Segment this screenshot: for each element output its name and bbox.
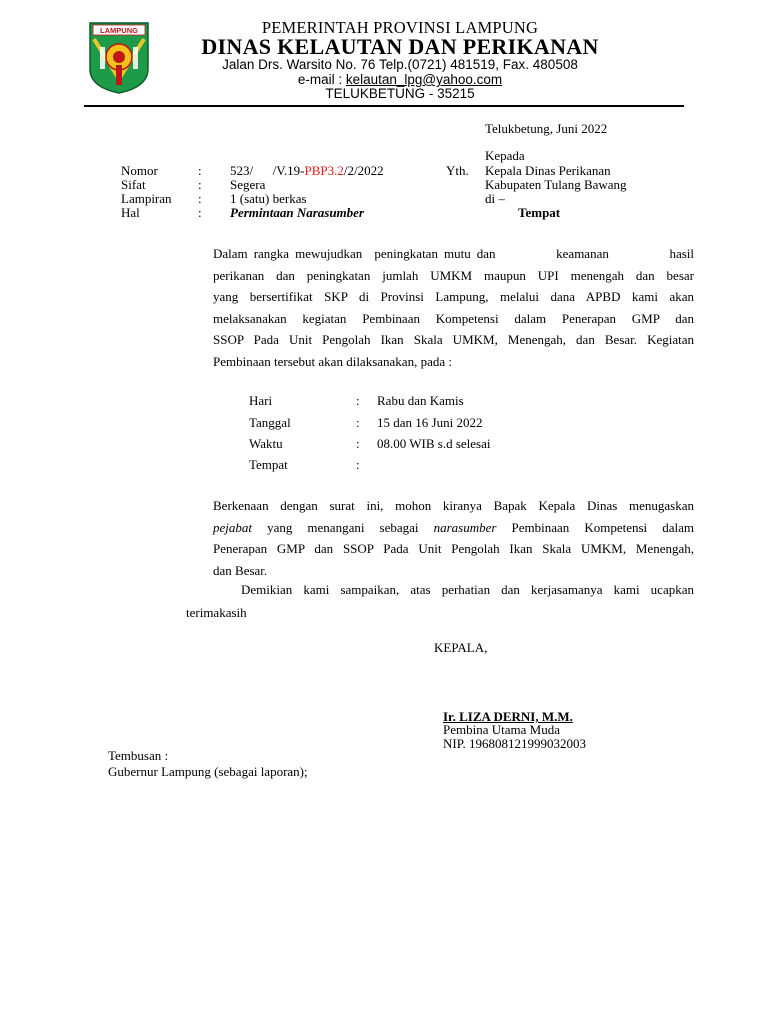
cc-line-1: Gubernur Lampung (sebagai laporan); (108, 764, 308, 779)
body-paragraph-2 (213, 495, 694, 581)
nomor-colon: : (198, 163, 202, 178)
recipient-line-2: Kabupaten Tulang Bawang (485, 177, 627, 192)
schedule-label-place: Tempat (249, 457, 288, 472)
nomor-suffix: /2/2022 (343, 163, 384, 178)
hal-value: Permintaan Narasumber (230, 205, 364, 220)
text-run: Pembinaan Kompetensi dalam (496, 519, 694, 535)
schedule-label-date: Tanggal (249, 415, 291, 430)
yth-label: Yth. (446, 163, 469, 178)
office-email (0, 72, 768, 87)
nomor-prefix: 523/ /V.19- (230, 163, 305, 178)
schedule-value-day: Rabu dan Kamis (377, 393, 464, 408)
paragraph-line: Dalam rangka mewujudkan peningkatan mutu dan keamanan hasil (213, 246, 694, 261)
schedule-colon: : (356, 436, 360, 451)
signature-title: KEPALA, (434, 640, 488, 655)
schedule-label-day: Hari (249, 393, 273, 408)
paragraph-line: melaksanakan kegiatan Pembinaan Kompetensi dalam Penerapan GMP dan (213, 310, 694, 326)
government-name: PEMERINTAH PROVINSI LAMPUNG (261, 18, 539, 37)
schedule-value-time: 08.00 WIB s.d selesai (377, 436, 491, 451)
sifat-value: Segera (230, 177, 266, 192)
schedule-colon: : (356, 393, 360, 408)
text-run: yang menangani sebagai (252, 519, 434, 535)
italic-term: pejabat (213, 519, 252, 535)
signature-rank: Pembina Utama Muda (443, 722, 560, 737)
schedule-label-time: Waktu (249, 436, 283, 451)
office-address: Jalan Drs. Warsito No. 76 Telp.(0721) 481519, Fax. 480508 (222, 57, 578, 72)
nomor-code: PBP3.2 (304, 163, 344, 178)
office-city: TELUKBETUNG - 35215 (325, 86, 475, 101)
nomor-label: Nomor (121, 163, 158, 178)
email-label: e-mail : (297, 72, 346, 87)
lampiran-value: 1 (satu) berkas (230, 191, 307, 206)
sifat-colon: : (198, 177, 202, 192)
department-name: DINAS KELAUTAN DAN PERIKANAN (201, 34, 599, 59)
paragraph-line: Penerapan GMP dan SSOP Pada Unit Pengolah Ikan Skala UMKM, Menengah, (213, 541, 694, 556)
body-paragraph-1 (213, 243, 694, 372)
signature-nip: NIP. 196808121999032003 (443, 736, 587, 751)
paragraph-line (213, 517, 694, 539)
paragraph-line: perikanan dan peningkatan jumlah UMKM maupun UPI menengah dan besar (213, 267, 694, 283)
cc-label: Tembusan : (108, 748, 169, 763)
closing-line-1: Demikian kami sampaikan, atas perhatian dan kerjasamanya kami ucapkan (241, 582, 694, 597)
svg-text:LAMPUNG: LAMPUNG (100, 26, 138, 35)
signature-name: Ir. LIZA DERNI, M.M. (443, 709, 573, 724)
letter-date: Telukbetung, Juni 2022 (485, 121, 608, 136)
recipient-line-3: di – (485, 191, 505, 206)
schedule-colon: : (356, 457, 360, 472)
lampiran-label: Lampiran (121, 191, 172, 206)
email-link[interactable]: kelautan_lpg@yahoo.com (345, 72, 503, 87)
lampiran-colon: : (198, 191, 202, 206)
paragraph-line: yang bersertifikat SKP di Provinsi Lampung, melalui dana APBD kami akan (213, 289, 694, 304)
hal-colon: : (198, 205, 202, 220)
schedule-colon: : (356, 415, 360, 430)
paragraph-line: Pembinaan tersebut akan dilaksanakan, pada : (213, 353, 452, 369)
paragraph-line: Berkenaan dengan surat ini, mohon kiranya Bapak Kepala Dinas menugaskan (213, 498, 694, 513)
italic-term: narasumber (433, 519, 497, 535)
sifat-label: Sifat (121, 177, 146, 192)
hal-label: Hal (121, 205, 140, 220)
closing-line-2: terimakasih (186, 605, 247, 620)
letterhead-divider (84, 105, 684, 107)
schedule-value-date: 15 dan 16 Juni 2022 (377, 415, 483, 430)
paragraph-line: dan Besar. (213, 562, 268, 578)
recipient-place: Tempat (518, 205, 561, 220)
recipient-kepada: Kepada (485, 148, 525, 163)
recipient-line-1: Kepala Dinas Perikanan (485, 163, 611, 178)
paragraph-line: SSOP Pada Unit Pengolah Ikan Skala UMKM, Menengah, dan Besar. Kegiatan (213, 332, 694, 347)
